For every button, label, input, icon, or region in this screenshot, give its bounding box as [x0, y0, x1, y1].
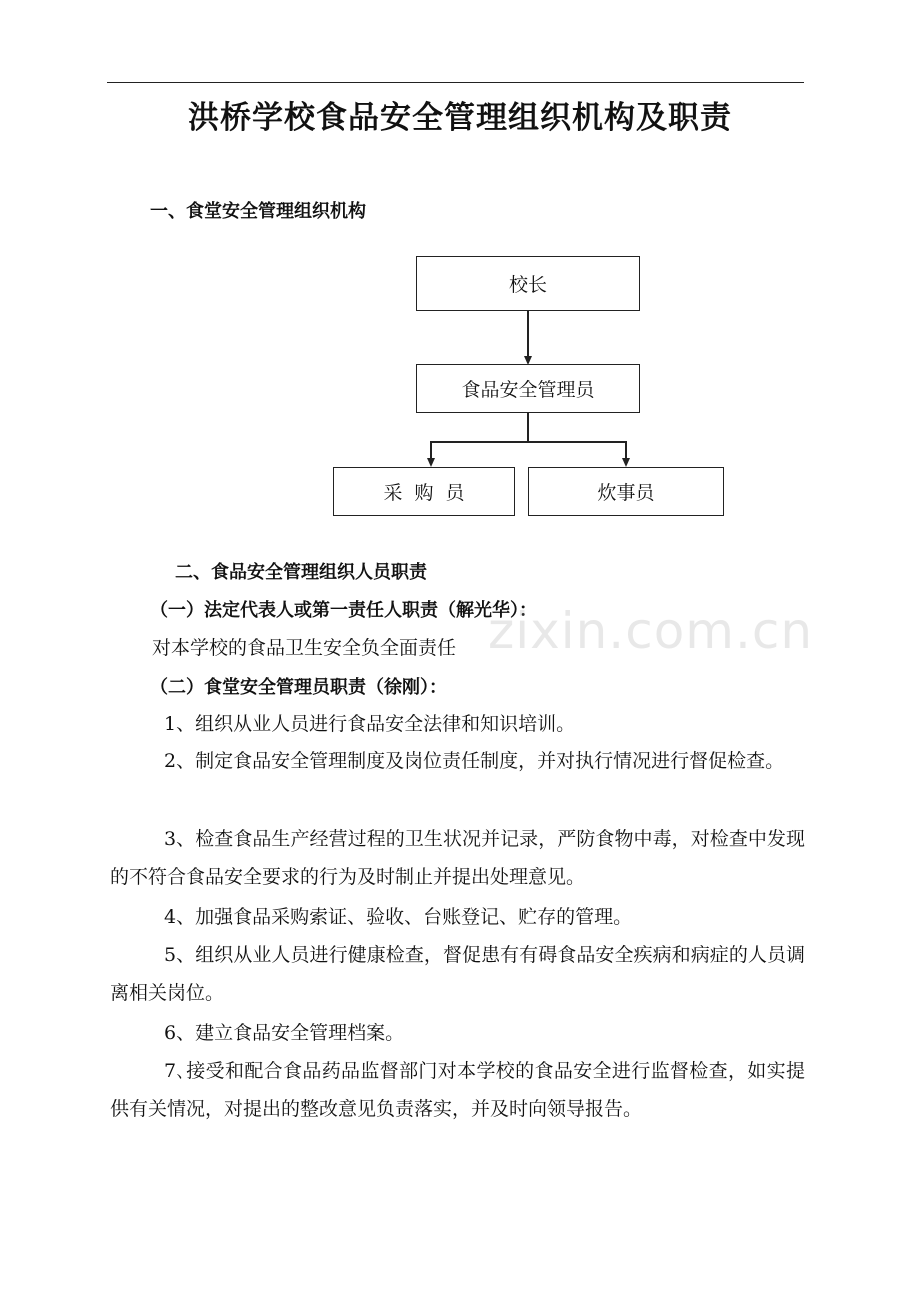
section-heading-org-structure: 一、食堂安全管理组织机构	[150, 201, 366, 222]
arrow-down-icon	[427, 458, 435, 467]
org-node-purchaser: 采 购 员	[333, 467, 515, 516]
watermark: zixin.com.cn	[488, 602, 814, 660]
org-node-principal: 校长	[416, 256, 640, 311]
section-heading-duties: 二、食品安全管理组织人员职责	[175, 562, 427, 583]
arrow-down-icon	[622, 458, 630, 467]
org-node-cook: 炊事员	[528, 467, 724, 516]
connector-branch-horizontal	[430, 441, 627, 443]
org-node-food-safety-manager: 食品安全管理员	[416, 364, 640, 413]
subheading-legal-representative: （一）法定代表人或第一责任人职责（解光华）：	[150, 600, 537, 621]
duty-item: 6、建立食品安全管理档案。	[164, 1022, 405, 1044]
document-title: 洪桥学校食品安全管理组织机构及职责	[188, 100, 732, 136]
duty-item: 1、组织从业人员进行食品安全法律和知识培训。	[164, 713, 576, 735]
duty-item: 4、加强食品采购索证、验收、台账登记、贮存的管理。	[164, 906, 633, 928]
duty-item: 7､接受和配合食品药品监督部门对本学校的食品安全进行监督检查，如实提供有关情况，对提出的整改意见负责落实，并及时向领导报告。	[110, 1060, 805, 1120]
subheading-safety-manager: （二）食堂安全管理员职责（徐刚）：	[150, 677, 447, 698]
duty-item: 5、组织从业人员进行健康检查，督促患有有碍食品安全疾病和病症的人员调离相关岗位。	[110, 944, 805, 1004]
duty-item: 2、制定食品安全管理制度及岗位责任制度，并对执行情况进行督促检查。	[164, 750, 785, 772]
header-rule	[107, 82, 804, 83]
legal-representative-duty: 对本学校的食品卫生安全负全面责任	[152, 637, 457, 659]
connector-manager-branch	[527, 413, 529, 441]
duty-item: 3、检查食品生产经营过程的卫生状况并记录，严防食物中毒，对检查中发现的不符合食品安全要求的行为及时制止并提出处理意见。	[110, 828, 805, 888]
